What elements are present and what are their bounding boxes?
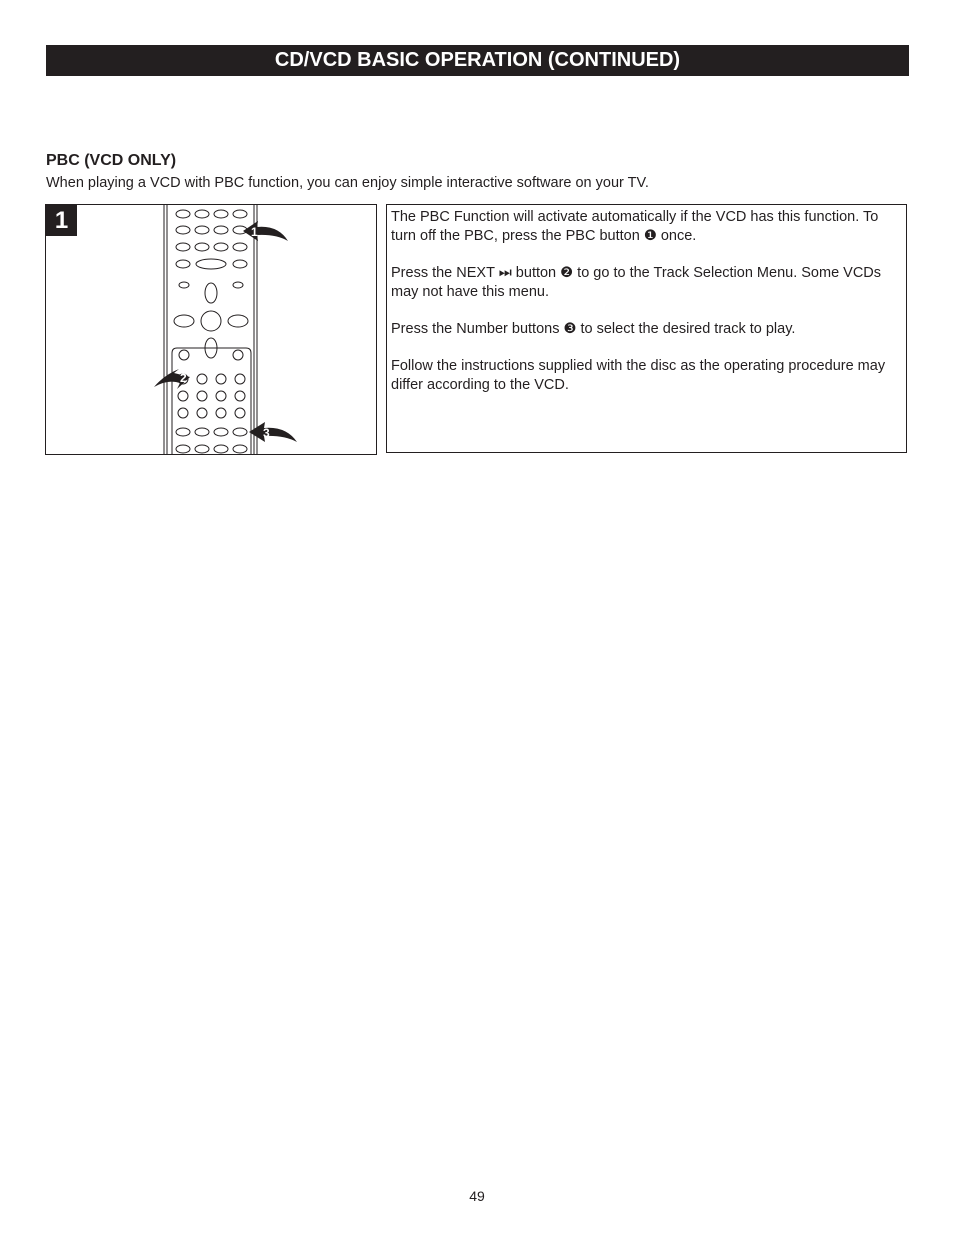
instruction-number: Press the Number buttons ❸ to select the desired track to play. <box>391 321 796 337</box>
page-number: 49 <box>469 1188 485 1204</box>
next-icon: ⏭ <box>498 265 512 281</box>
remote-illustration-panel <box>45 204 377 455</box>
callout-label-2: 2 <box>180 371 187 385</box>
callout-labels <box>46 205 376 454</box>
instruction-next: Press the NEXT ⏭ button ❷ to go to the Track Selection Menu. Some VCDs may not have this menu. <box>391 265 882 300</box>
instruction-pbc: The PBC Function will activate automatically if the VCD has this function. To turn off the PBC, press the PBC button ❶ once. <box>391 209 879 244</box>
instructions-panel <box>386 204 907 453</box>
callout-label-1: 1 <box>251 225 258 239</box>
section-heading: PBC (VCD ONLY) <box>46 152 177 169</box>
callout-label-3: 3 <box>263 426 270 440</box>
step-number-badge: 1 <box>46 205 77 236</box>
instruction-follow: Follow the instructions supplied with the disc as the operating procedure may differ according to the VCD. <box>391 358 886 393</box>
section-intro: When playing a VCD with PBC function, you can enjoy simple interactive software on your TV. <box>46 175 649 191</box>
page-title: CD/VCD BASIC OPERATION (CONTINUED) <box>46 45 909 76</box>
